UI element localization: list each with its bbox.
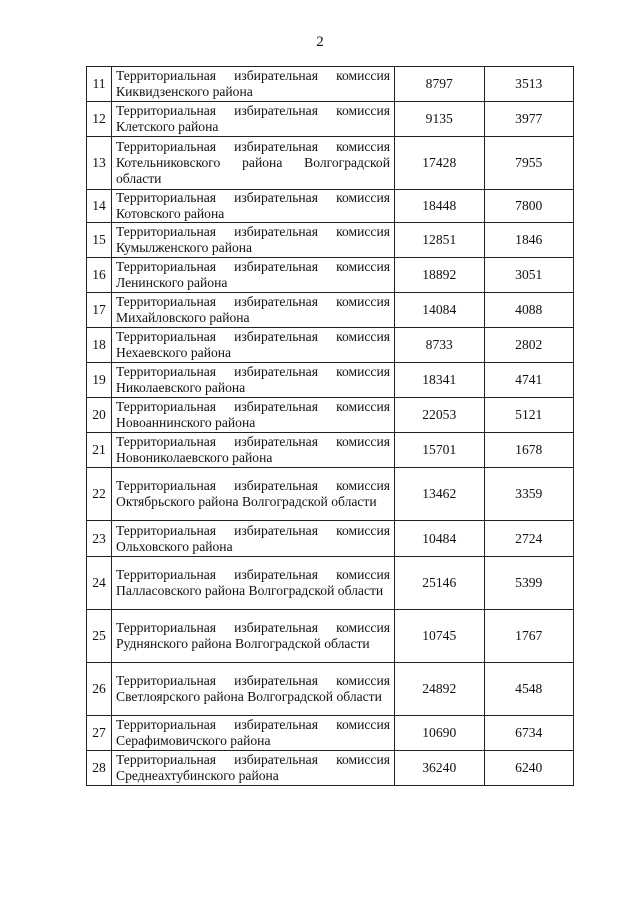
row-number: 19 [87,363,112,398]
row-number: 17 [87,293,112,328]
commission-name: Территориальная избирательная комиссия Ольховского района [112,521,395,557]
value-b: 4088 [484,293,574,328]
commission-name: Территориальная избирательная комиссия Киквидзенского района [112,67,395,102]
row-number: 15 [87,223,112,258]
value-b: 5399 [484,557,574,610]
commission-name: Территориальная избирательная комиссия Михайловского района [112,293,395,328]
value-b: 1846 [484,223,574,258]
value-b: 7955 [484,137,574,190]
commission-name: Территориальная избирательная комиссия Октябрьского района Волгоградской области [112,468,395,521]
commission-name: Территориальная избирательная комиссия Кумылженского района [112,223,395,258]
value-a: 12851 [395,223,485,258]
commission-name: Территориальная избирательная комиссия Котовского района [112,190,395,223]
table-row [87,258,574,293]
commission-name: Территориальная избирательная комиссия Новоаннинского района [112,398,395,433]
page-number: 2 [316,34,324,50]
row-number: 16 [87,258,112,293]
commission-name: Территориальная избирательная комиссия Среднеахтубинского района [112,751,395,786]
commission-name: Территориальная избирательная комиссия Новониколаевского района [112,433,395,468]
table-row [87,190,574,223]
value-a: 9135 [395,102,485,137]
value-a: 14084 [395,293,485,328]
value-a: 18892 [395,258,485,293]
value-b: 3051 [484,258,574,293]
table-row [87,102,574,137]
table-row [87,328,574,363]
value-a: 10690 [395,716,485,751]
value-b: 5121 [484,398,574,433]
row-number: 18 [87,328,112,363]
commission-name: Территориальная избирательная комиссия Руднянского района Волгоградской области [112,610,395,663]
commission-name: Территориальная избирательная комиссия Палласовского района Волгоградской области [112,557,395,610]
value-b: 2802 [484,328,574,363]
table-row [87,223,574,258]
row-number: 21 [87,433,112,468]
commission-name: Территориальная избирательная комиссия Светлоярского района Волгоградской области [112,663,395,716]
value-a: 10745 [395,610,485,663]
row-number: 12 [87,102,112,137]
value-a: 18448 [395,190,485,223]
table-row [87,398,574,433]
row-number: 13 [87,137,112,190]
row-number: 23 [87,521,112,557]
value-a: 8733 [395,328,485,363]
value-b: 3977 [484,102,574,137]
commission-name: Территориальная избирательная комиссия Клетского района [112,102,395,137]
value-a: 22053 [395,398,485,433]
value-b: 2724 [484,521,574,557]
value-a: 18341 [395,363,485,398]
value-a: 15701 [395,433,485,468]
value-b: 6240 [484,751,574,786]
table-row [87,663,574,716]
table-row [87,557,574,610]
row-number: 11 [87,67,112,102]
commission-table [86,66,574,786]
table-row [87,716,574,751]
table-row [87,610,574,663]
row-number: 28 [87,751,112,786]
table-row [87,751,574,786]
value-b: 6734 [484,716,574,751]
value-b: 1678 [484,433,574,468]
commission-table-body [87,67,574,786]
value-b: 3513 [484,67,574,102]
row-number: 25 [87,610,112,663]
commission-name: Территориальная избирательная комиссия Ленинского района [112,258,395,293]
value-a: 13462 [395,468,485,521]
value-a: 25146 [395,557,485,610]
row-number: 22 [87,468,112,521]
row-number: 20 [87,398,112,433]
table-row [87,433,574,468]
row-number: 26 [87,663,112,716]
commission-name: Территориальная избирательная комиссия Котельниковского района Волгоградской области [112,137,395,190]
commission-name: Территориальная избирательная комиссия Николаевского района [112,363,395,398]
value-a: 17428 [395,137,485,190]
table-row [87,293,574,328]
table-row [87,521,574,557]
value-a: 36240 [395,751,485,786]
row-number: 14 [87,190,112,223]
row-number: 27 [87,716,112,751]
table-row [87,137,574,190]
value-b: 7800 [484,190,574,223]
value-b: 1767 [484,610,574,663]
value-b: 4548 [484,663,574,716]
commission-name: Территориальная избирательная комиссия Нехаевского района [112,328,395,363]
value-a: 24892 [395,663,485,716]
value-a: 8797 [395,67,485,102]
table-row [87,468,574,521]
value-b: 3359 [484,468,574,521]
row-number: 24 [87,557,112,610]
table-row [87,363,574,398]
value-a: 10484 [395,521,485,557]
commission-name: Территориальная избирательная комиссия Серафимовичского района [112,716,395,751]
table-row [87,67,574,102]
value-b: 4741 [484,363,574,398]
